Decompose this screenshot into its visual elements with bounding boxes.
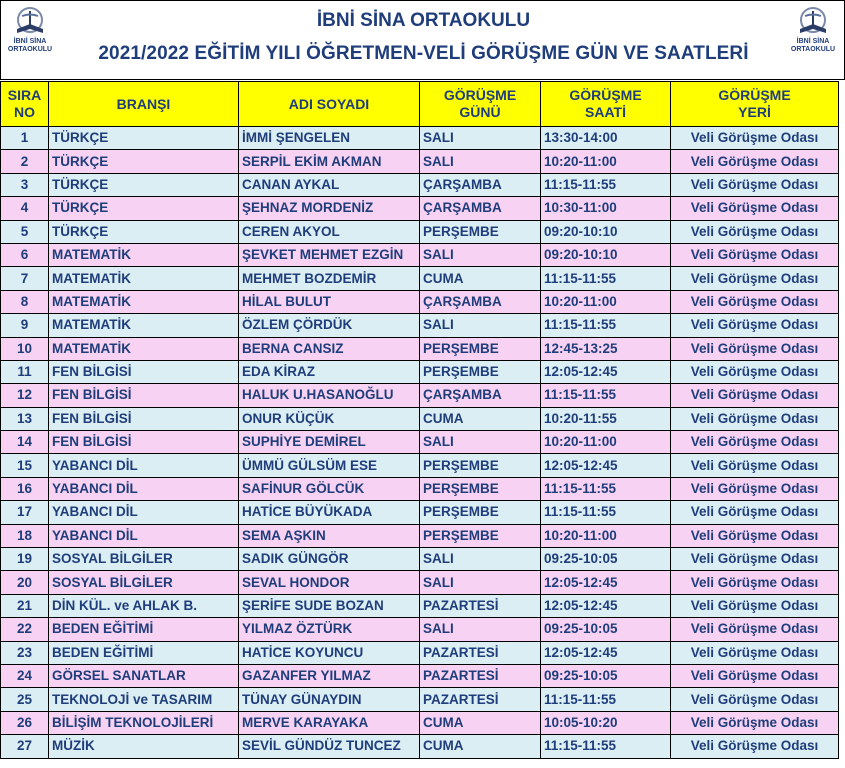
cell-time: 09:20-10:10 [541,243,671,266]
cell-place: Veli Görüşme Odası [671,501,839,524]
cell-day: ÇARŞAMBA [420,384,541,407]
cell-no: 5 [1,220,49,243]
cell-branch: BİLİŞİM TEKNOLOJİLERİ [49,711,239,734]
cell-time: 11:15-11:55 [541,314,671,337]
cell-name: ÖZLEM ÇÖRDÜK [239,314,420,337]
cell-time: 12:05-12:45 [541,454,671,477]
cell-name: MERVE KARAYAKA [239,711,420,734]
cell-name: İMMİ ŞENGELEN [239,127,420,150]
cell-no: 4 [1,197,49,220]
cell-name: EDA KİRAZ [239,360,420,383]
cell-branch: BEDEN EĞİTİMİ [49,618,239,641]
cell-name: HALUK U.HASANOĞLU [239,384,420,407]
cell-place: Veli Görüşme Odası [671,664,839,687]
cell-place: Veli Görüşme Odası [671,407,839,430]
table-row [1,571,839,594]
cell-branch: TÜRKÇE [49,127,239,150]
cell-no: 26 [1,711,49,734]
cell-time: 10:20-11:55 [541,407,671,430]
cell-no: 3 [1,173,49,196]
cell-branch: MATEMATİK [49,267,239,290]
cell-place: Veli Görüşme Odası [671,314,839,337]
table-row [1,267,839,290]
cell-day: SALI [420,548,541,571]
cell-no: 9 [1,314,49,337]
column-header-name: ADI SOYADI [239,82,420,127]
cell-name: BERNA CANSIZ [239,337,420,360]
cell-no: 15 [1,454,49,477]
cell-day: PERŞEMBE [420,337,541,360]
cell-day: ÇARŞAMBA [420,290,541,313]
cell-place: Veli Görüşme Odası [671,641,839,664]
cell-no: 24 [1,664,49,687]
table-row [1,197,839,220]
cell-name: SUPHİYE DEMİREL [239,431,420,454]
cell-day: CUMA [420,407,541,430]
cell-day: CUMA [420,735,541,758]
schedule-table [0,81,839,759]
cell-day: SALI [420,314,541,337]
cell-place: Veli Görüşme Odası [671,711,839,734]
table-row [1,594,839,617]
cell-name: ŞEVKET MEHMET EZGİN [239,243,420,266]
cell-branch: TEKNOLOJİ ve TASARIM [49,688,239,711]
cell-no: 11 [1,360,49,383]
cell-name: SEMA AŞKIN [239,524,420,547]
column-header-branch: BRANŞI [49,82,239,127]
cell-branch: MATEMATİK [49,337,239,360]
cell-place: Veli Görüşme Odası [671,524,839,547]
document-subtitle: 2021/2022 EĞİTİM YILI ÖĞRETMEN-VELİ GÖRÜŞME GÜN VE SAATLERİ [98,43,749,64]
cell-no: 8 [1,290,49,313]
book-logo-icon [796,7,830,37]
cell-no: 17 [1,501,49,524]
cell-branch: FEN BİLGİSİ [49,384,239,407]
cell-day: ÇARŞAMBA [420,173,541,196]
table-row [1,337,839,360]
cell-branch: MATEMATİK [49,314,239,337]
cell-no: 21 [1,594,49,617]
cell-name: GAZANFER YILMAZ [239,664,420,687]
cell-place: Veli Görüşme Odası [671,594,839,617]
cell-day: PAZARTESİ [420,664,541,687]
cell-time: 11:15-11:55 [541,173,671,196]
cell-place: Veli Görüşme Odası [671,454,839,477]
cell-place: Veli Görüşme Odası [671,267,839,290]
table-header-row [1,82,839,127]
cell-place: Veli Görüşme Odası [671,688,839,711]
cell-time: 11:15-11:55 [541,477,671,500]
cell-day: PAZARTESİ [420,688,541,711]
cell-no: 13 [1,407,49,430]
cell-no: 6 [1,243,49,266]
table-row [1,384,839,407]
cell-no: 18 [1,524,49,547]
cell-no: 1 [1,127,49,150]
cell-time: 10:20-11:00 [541,150,671,173]
cell-time: 09:25-10:05 [541,548,671,571]
table-row [1,548,839,571]
cell-name: MEHMET BOZDEMİR [239,267,420,290]
table-row [1,290,839,313]
column-header-place: GÖRÜŞME YERİ [671,82,839,127]
cell-branch: SOSYAL BİLGİLER [49,571,239,594]
cell-no: 27 [1,735,49,758]
cell-time: 11:15-11:55 [541,267,671,290]
cell-day: CUMA [420,267,541,290]
cell-day: SALI [420,431,541,454]
table-row [1,454,839,477]
logo-text-line2: ORTAOKULU [7,46,53,53]
cell-place: Veli Görüşme Odası [671,220,839,243]
cell-name: CEREN AKYOL [239,220,420,243]
table-row [1,664,839,687]
cell-name: CANAN AYKAL [239,173,420,196]
cell-time: 09:25-10:05 [541,664,671,687]
cell-time: 11:15-11:55 [541,501,671,524]
cell-branch: YABANCI DİL [49,477,239,500]
cell-day: PERŞEMBE [420,454,541,477]
table-row [1,173,839,196]
cell-time: 12:05-12:45 [541,360,671,383]
cell-time: 12:05-12:45 [541,594,671,617]
cell-place: Veli Görüşme Odası [671,571,839,594]
cell-no: 20 [1,571,49,594]
cell-name: HATİCE KOYUNCU [239,641,420,664]
cell-place: Veli Görüşme Odası [671,477,839,500]
cell-time: 12:45-13:25 [541,337,671,360]
cell-name: SADIK GÜNGÖR [239,548,420,571]
table-row [1,524,839,547]
table-row [1,618,839,641]
cell-name: HATİCE BÜYÜKADA [239,501,420,524]
cell-branch: YABANCI DİL [49,524,239,547]
column-header-day: GÖRÜŞME GÜNÜ [420,82,541,127]
cell-place: Veli Görüşme Odası [671,360,839,383]
cell-no: 25 [1,688,49,711]
cell-name: ÜMMÜ GÜLSÜM ESE [239,454,420,477]
table-row [1,243,839,266]
column-header-no: SIRA NO [1,82,49,127]
cell-place: Veli Görüşme Odası [671,243,839,266]
cell-day: CUMA [420,711,541,734]
cell-place: Veli Görüşme Odası [671,384,839,407]
cell-day: SALI [420,571,541,594]
cell-name: SERPİL EKİM AKMAN [239,150,420,173]
cell-time: 11:15-11:55 [541,735,671,758]
cell-branch: MATEMATİK [49,290,239,313]
cell-branch: DİN KÜL. ve AHLAK B. [49,594,239,617]
cell-place: Veli Görüşme Odası [671,127,839,150]
cell-time: 09:20-10:10 [541,220,671,243]
cell-name: ŞEHNAZ MORDENİZ [239,197,420,220]
cell-no: 10 [1,337,49,360]
cell-branch: TÜRKÇE [49,173,239,196]
document-header [0,0,845,80]
cell-place: Veli Görüşme Odası [671,173,839,196]
cell-place: Veli Görüşme Odası [671,337,839,360]
cell-day: ÇARŞAMBA [420,197,541,220]
cell-time: 10:30-11:00 [541,197,671,220]
cell-day: SALI [420,243,541,266]
table-row [1,431,839,454]
cell-branch: TÜRKÇE [49,197,239,220]
cell-place: Veli Görüşme Odası [671,150,839,173]
cell-time: 11:15-11:55 [541,688,671,711]
cell-branch: TÜRKÇE [49,150,239,173]
school-title: İBNİ SİNA ORTAOKULU [316,10,531,31]
cell-time: 12:05-12:45 [541,571,671,594]
cell-time: 13:30-14:00 [541,127,671,150]
cell-no: 16 [1,477,49,500]
logo-text-line2: ORTAOKULU [790,46,836,53]
table-row [1,360,839,383]
table-row [1,501,839,524]
cell-name: TÜNAY GÜNAYDIN [239,688,420,711]
cell-no: 2 [1,150,49,173]
cell-time: 09:25-10:05 [541,618,671,641]
cell-time: 10:20-11:00 [541,431,671,454]
cell-place: Veli Görüşme Odası [671,431,839,454]
cell-place: Veli Görüşme Odası [671,735,839,758]
cell-time: 12:05-12:45 [541,641,671,664]
cell-name: ŞERİFE SUDE BOZAN [239,594,420,617]
cell-day: PAZARTESİ [420,594,541,617]
cell-day: SALI [420,150,541,173]
table-row [1,150,839,173]
cell-no: 14 [1,431,49,454]
cell-branch: BEDEN EĞİTİMİ [49,641,239,664]
cell-no: 7 [1,267,49,290]
cell-name: HİLAL BULUT [239,290,420,313]
logo-text-line1: İBNİ SİNA [13,38,47,45]
cell-time: 10:20-11:00 [541,524,671,547]
logo-text-line1: İBNİ SİNA [796,38,830,45]
cell-day: PERŞEMBE [420,524,541,547]
cell-name: SAFİNUR GÖLCÜK [239,477,420,500]
cell-no: 19 [1,548,49,571]
cell-name: YILMAZ ÖZTÜRK [239,618,420,641]
table-row [1,711,839,734]
table-row [1,314,839,337]
cell-branch: FEN BİLGİSİ [49,360,239,383]
cell-branch: MATEMATİK [49,243,239,266]
cell-branch: SOSYAL BİLGİLER [49,548,239,571]
cell-day: PERŞEMBE [420,360,541,383]
table-row [1,735,839,758]
column-header-time: GÖRÜŞME SAATİ [541,82,671,127]
cell-name: SEVİL GÜNDÜZ TUNCEZ [239,735,420,758]
table-row [1,407,839,430]
cell-day: SALI [420,618,541,641]
cell-place: Veli Görüşme Odası [671,197,839,220]
cell-place: Veli Görüşme Odası [671,618,839,641]
cell-day: SALI [420,127,541,150]
cell-name: ONUR KÜÇÜK [239,407,420,430]
cell-day: PERŞEMBE [420,477,541,500]
cell-branch: YABANCI DİL [49,454,239,477]
cell-name: SEVAL HONDOR [239,571,420,594]
cell-branch: TÜRKÇE [49,220,239,243]
table-row [1,641,839,664]
cell-time: 10:05-10:20 [541,711,671,734]
cell-branch: YABANCI DİL [49,501,239,524]
cell-branch: FEN BİLGİSİ [49,407,239,430]
school-logo-right [788,7,838,55]
cell-branch: MÜZİK [49,735,239,758]
cell-day: PERŞEMBE [420,220,541,243]
cell-day: PERŞEMBE [420,501,541,524]
table-row [1,220,839,243]
cell-place: Veli Görüşme Odası [671,290,839,313]
cell-branch: GÖRSEL SANATLAR [49,664,239,687]
cell-time: 11:15-11:55 [541,384,671,407]
table-row [1,477,839,500]
cell-place: Veli Görüşme Odası [671,548,839,571]
cell-branch: FEN BİLGİSİ [49,431,239,454]
table-row [1,688,839,711]
cell-day: PAZARTESİ [420,641,541,664]
table-row [1,127,839,150]
cell-no: 23 [1,641,49,664]
cell-time: 10:20-11:00 [541,290,671,313]
cell-no: 22 [1,618,49,641]
cell-no: 12 [1,384,49,407]
